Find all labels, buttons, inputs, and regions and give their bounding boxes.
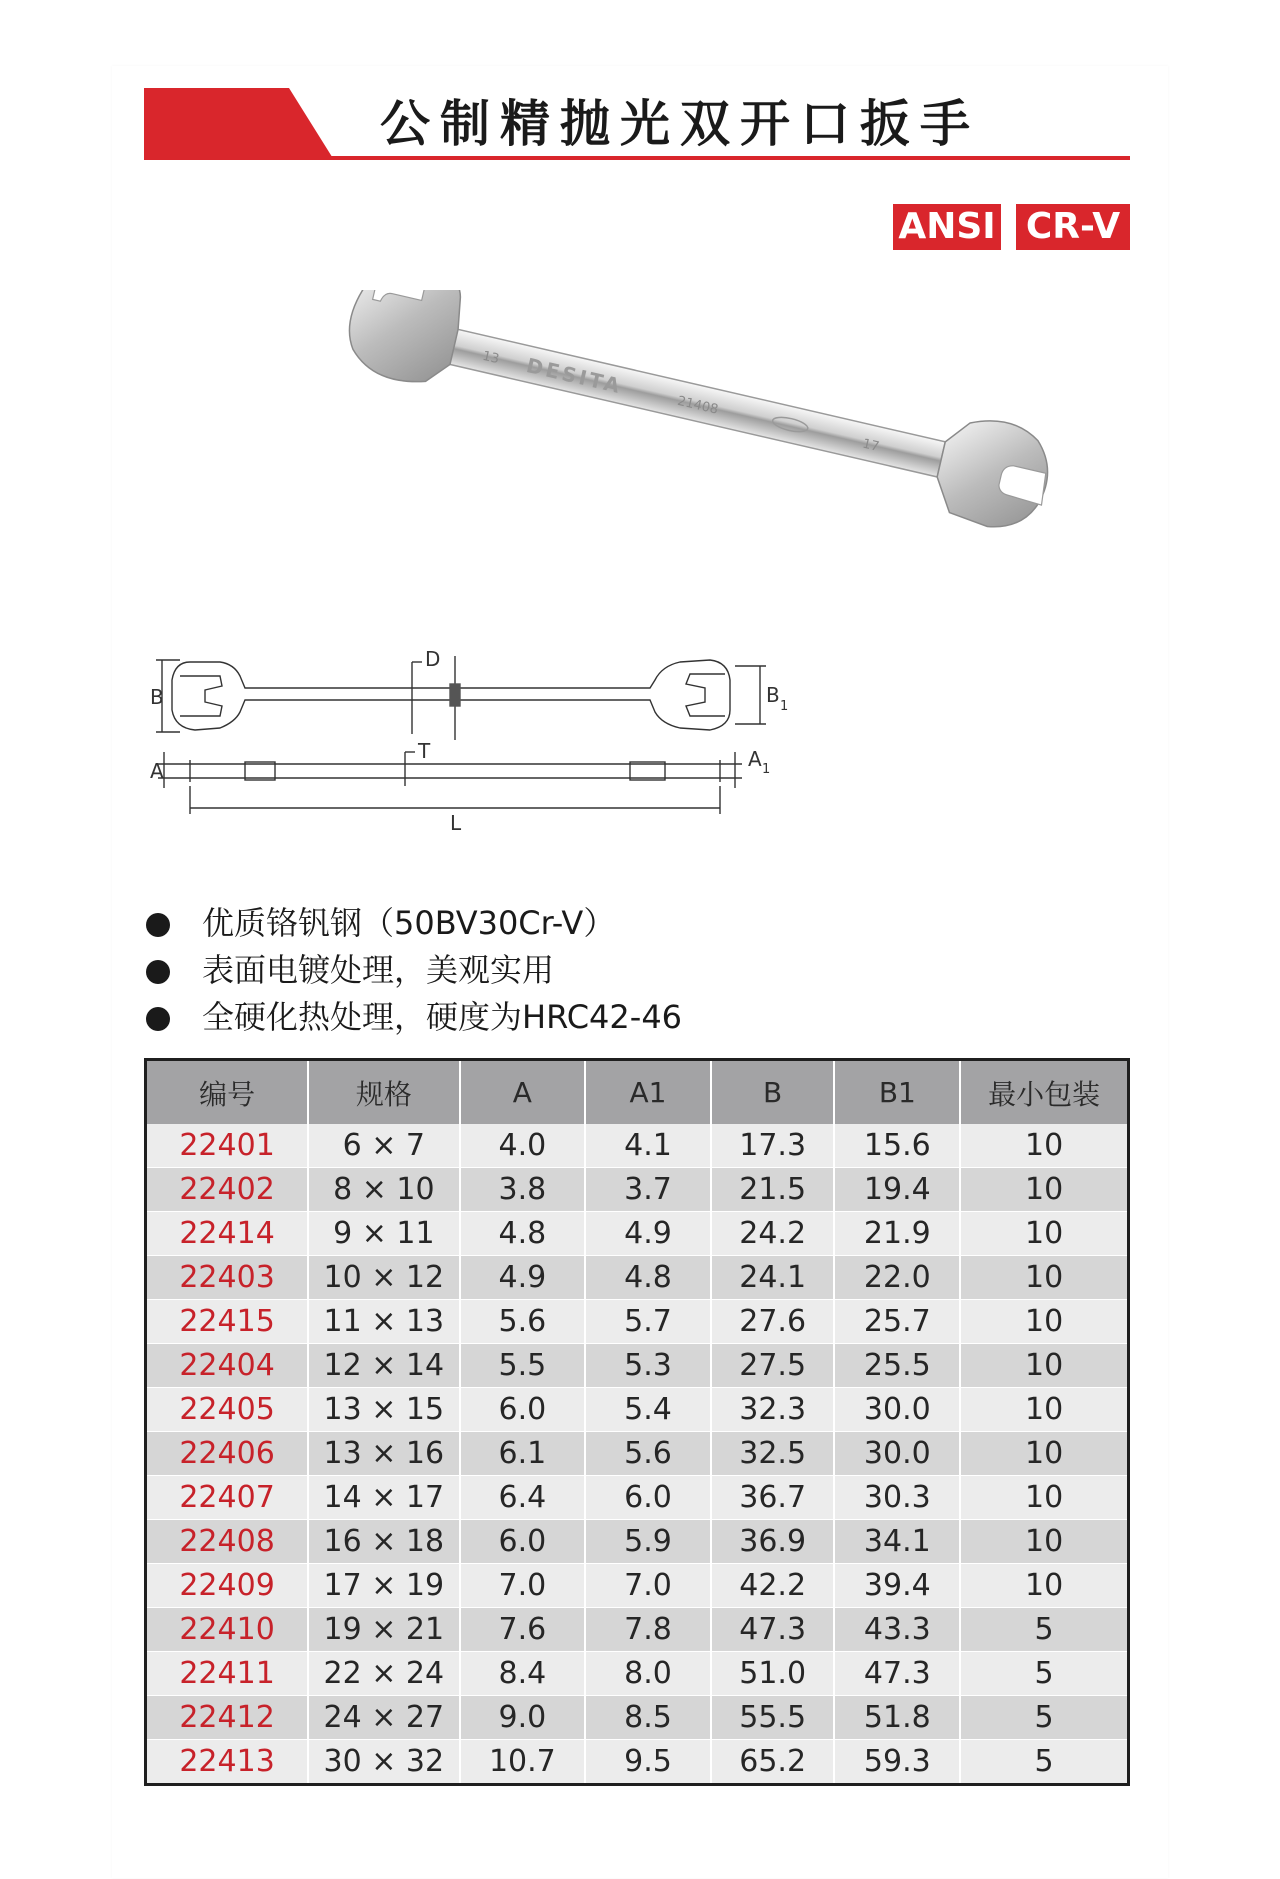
cell-B1: 47.3 bbox=[834, 1652, 960, 1696]
cell-B: 51.0 bbox=[711, 1652, 835, 1696]
header-code: 编号 bbox=[146, 1060, 309, 1125]
cell-spec: 13 × 15 bbox=[308, 1388, 459, 1432]
header-underline bbox=[144, 156, 1130, 160]
cell-code: 22414 bbox=[146, 1212, 309, 1256]
table-row bbox=[146, 1608, 1129, 1652]
header-spec: 规格 bbox=[308, 1060, 459, 1125]
cell-min-pack: 5 bbox=[960, 1652, 1128, 1696]
page-title: 公制精抛光双开口扳手 bbox=[380, 95, 980, 153]
header-min-pack: 最小包装 bbox=[960, 1060, 1128, 1125]
cell-B: 47.3 bbox=[711, 1608, 835, 1652]
cell-B: 36.7 bbox=[711, 1476, 835, 1520]
cell-B1: 21.9 bbox=[834, 1212, 960, 1256]
cell-A: 6.0 bbox=[460, 1520, 586, 1564]
cell-min-pack: 10 bbox=[960, 1300, 1128, 1344]
cell-B1: 22.0 bbox=[834, 1256, 960, 1300]
cell-spec: 9 × 11 bbox=[308, 1212, 459, 1256]
table-row bbox=[146, 1696, 1129, 1740]
label-A: A bbox=[150, 759, 164, 783]
table-row bbox=[146, 1344, 1129, 1388]
cell-A: 4.8 bbox=[460, 1212, 586, 1256]
cell-B: 24.2 bbox=[711, 1212, 835, 1256]
cell-A: 6.4 bbox=[460, 1476, 586, 1520]
header-B: B bbox=[711, 1060, 835, 1125]
cell-B1: 30.0 bbox=[834, 1388, 960, 1432]
spec-table bbox=[144, 1058, 1130, 1786]
cell-B: 27.5 bbox=[711, 1344, 835, 1388]
label-A1: A bbox=[748, 747, 762, 771]
cell-min-pack: 10 bbox=[960, 1388, 1128, 1432]
table-row bbox=[146, 1520, 1129, 1564]
cell-A1: 5.6 bbox=[585, 1432, 711, 1476]
cell-B1: 43.3 bbox=[834, 1608, 960, 1652]
cell-min-pack: 10 bbox=[960, 1564, 1128, 1608]
cell-B: 17.3 bbox=[711, 1124, 835, 1168]
cell-spec: 17 × 19 bbox=[308, 1564, 459, 1608]
label-B: B bbox=[150, 685, 164, 709]
cell-B1: 30.0 bbox=[834, 1432, 960, 1476]
feature-item bbox=[144, 900, 1044, 947]
table-row bbox=[146, 1652, 1129, 1696]
cell-A1: 9.5 bbox=[585, 1740, 711, 1785]
crv-badge: CR-V bbox=[1016, 204, 1130, 250]
feature-item bbox=[144, 994, 1044, 1041]
cell-B: 42.2 bbox=[711, 1564, 835, 1608]
wrench-photo bbox=[300, 290, 1060, 580]
cell-B1: 15.6 bbox=[834, 1124, 960, 1168]
cell-spec: 10 × 12 bbox=[308, 1256, 459, 1300]
table-row bbox=[146, 1212, 1129, 1256]
table-row bbox=[146, 1168, 1129, 1212]
cell-code: 22415 bbox=[146, 1300, 309, 1344]
cell-A1: 4.9 bbox=[585, 1212, 711, 1256]
table-row bbox=[146, 1300, 1129, 1344]
cell-A: 7.6 bbox=[460, 1608, 586, 1652]
cell-min-pack: 10 bbox=[960, 1124, 1128, 1168]
cell-B1: 59.3 bbox=[834, 1740, 960, 1785]
cell-A1: 4.8 bbox=[585, 1256, 711, 1300]
label-L: L bbox=[450, 811, 462, 835]
table-row bbox=[146, 1740, 1129, 1785]
cell-spec: 22 × 24 bbox=[308, 1652, 459, 1696]
cell-A1: 8.5 bbox=[585, 1696, 711, 1740]
feature-text: 优质铬钒钢（50BV30Cr-V） bbox=[202, 904, 616, 942]
cell-A1: 8.0 bbox=[585, 1652, 711, 1696]
table-row bbox=[146, 1124, 1129, 1168]
engraving-17: 17 bbox=[861, 436, 881, 455]
ansi-badge: ANSI bbox=[893, 204, 1001, 250]
label-B1: B bbox=[766, 683, 780, 707]
bullet-icon bbox=[146, 913, 170, 937]
cell-A: 8.4 bbox=[460, 1652, 586, 1696]
engraving-13: 13 bbox=[481, 348, 501, 368]
header-B1: B1 bbox=[834, 1060, 960, 1125]
cell-B: 65.2 bbox=[711, 1740, 835, 1785]
cell-B: 32.3 bbox=[711, 1388, 835, 1432]
cell-A: 5.6 bbox=[460, 1300, 586, 1344]
cell-B: 27.6 bbox=[711, 1300, 835, 1344]
cell-B: 55.5 bbox=[711, 1696, 835, 1740]
cell-A: 6.0 bbox=[460, 1388, 586, 1432]
label-T: T bbox=[418, 739, 431, 763]
cell-min-pack: 5 bbox=[960, 1740, 1128, 1785]
cell-A1: 7.8 bbox=[585, 1608, 711, 1652]
engraving-brand: DESITA bbox=[524, 353, 625, 399]
cell-spec: 19 × 21 bbox=[308, 1608, 459, 1652]
cell-code: 22406 bbox=[146, 1432, 309, 1476]
label-A1-sub: 1 bbox=[762, 762, 771, 777]
cell-code: 22404 bbox=[146, 1344, 309, 1388]
cell-A: 4.0 bbox=[460, 1124, 586, 1168]
cell-A1: 5.7 bbox=[585, 1300, 711, 1344]
cell-A1: 7.0 bbox=[585, 1564, 711, 1608]
cell-A: 5.5 bbox=[460, 1344, 586, 1388]
cell-B: 24.1 bbox=[711, 1256, 835, 1300]
cell-code: 22411 bbox=[146, 1652, 309, 1696]
cell-code: 22409 bbox=[146, 1564, 309, 1608]
cell-min-pack: 5 bbox=[960, 1696, 1128, 1740]
cell-code: 22405 bbox=[146, 1388, 309, 1432]
cell-spec: 6 × 7 bbox=[308, 1124, 459, 1168]
cell-B1: 39.4 bbox=[834, 1564, 960, 1608]
feature-list bbox=[144, 900, 1044, 1041]
table-row bbox=[146, 1256, 1129, 1300]
bullet-icon bbox=[146, 1007, 170, 1031]
cell-spec: 13 × 16 bbox=[308, 1432, 459, 1476]
cell-spec: 30 × 32 bbox=[308, 1740, 459, 1785]
cell-code: 22402 bbox=[146, 1168, 309, 1212]
cell-B1: 25.7 bbox=[834, 1300, 960, 1344]
engraving-code: 21408 bbox=[675, 393, 720, 418]
header-A1: A1 bbox=[585, 1060, 711, 1125]
cell-spec: 24 × 27 bbox=[308, 1696, 459, 1740]
feature-text: 全硬化热处理，硬度为HRC42-46 bbox=[202, 998, 683, 1036]
cell-B1: 51.8 bbox=[834, 1696, 960, 1740]
cell-A1: 3.7 bbox=[585, 1168, 711, 1212]
label-B1-sub: 1 bbox=[780, 699, 789, 714]
feature-text: 表面电镀处理，美观实用 bbox=[202, 951, 555, 989]
cell-A: 3.8 bbox=[460, 1168, 586, 1212]
cell-min-pack: 10 bbox=[960, 1168, 1128, 1212]
cell-spec: 16 × 18 bbox=[308, 1520, 459, 1564]
cell-B: 21.5 bbox=[711, 1168, 835, 1212]
cell-spec: 8 × 10 bbox=[308, 1168, 459, 1212]
bullet-icon bbox=[146, 960, 170, 984]
cell-A: 9.0 bbox=[460, 1696, 586, 1740]
cell-A: 7.0 bbox=[460, 1564, 586, 1608]
cell-spec: 14 × 17 bbox=[308, 1476, 459, 1520]
cell-B1: 25.5 bbox=[834, 1344, 960, 1388]
table-header-row bbox=[146, 1060, 1129, 1125]
cell-min-pack: 10 bbox=[960, 1344, 1128, 1388]
cell-A: 4.9 bbox=[460, 1256, 586, 1300]
cell-A1: 4.1 bbox=[585, 1124, 711, 1168]
cell-B1: 34.1 bbox=[834, 1520, 960, 1564]
cell-code: 22408 bbox=[146, 1520, 309, 1564]
cell-B: 36.9 bbox=[711, 1520, 835, 1564]
cell-B1: 19.4 bbox=[834, 1168, 960, 1212]
cell-min-pack: 10 bbox=[960, 1476, 1128, 1520]
cell-A1: 5.4 bbox=[585, 1388, 711, 1432]
cell-min-pack: 10 bbox=[960, 1432, 1128, 1476]
dimension-diagram bbox=[150, 640, 800, 850]
cell-min-pack: 5 bbox=[960, 1608, 1128, 1652]
cell-A1: 6.0 bbox=[585, 1476, 711, 1520]
table-row bbox=[146, 1476, 1129, 1520]
cell-A: 10.7 bbox=[460, 1740, 586, 1785]
cell-B1: 30.3 bbox=[834, 1476, 960, 1520]
cell-code: 22410 bbox=[146, 1608, 309, 1652]
cell-code: 22401 bbox=[146, 1124, 309, 1168]
cell-code: 22407 bbox=[146, 1476, 309, 1520]
cell-code: 22403 bbox=[146, 1256, 309, 1300]
table-row bbox=[146, 1432, 1129, 1476]
cell-min-pack: 10 bbox=[960, 1520, 1128, 1564]
table-row bbox=[146, 1388, 1129, 1432]
header-A: A bbox=[460, 1060, 586, 1125]
cell-A1: 5.9 bbox=[585, 1520, 711, 1564]
cell-spec: 12 × 14 bbox=[308, 1344, 459, 1388]
cell-min-pack: 10 bbox=[960, 1256, 1128, 1300]
cell-code: 22412 bbox=[146, 1696, 309, 1740]
cell-A: 6.1 bbox=[460, 1432, 586, 1476]
table-row bbox=[146, 1564, 1129, 1608]
cell-A1: 5.3 bbox=[585, 1344, 711, 1388]
cell-code: 22413 bbox=[146, 1740, 309, 1785]
feature-item bbox=[144, 947, 1044, 994]
cell-spec: 11 × 13 bbox=[308, 1300, 459, 1344]
label-D: D bbox=[425, 647, 441, 671]
cell-min-pack: 10 bbox=[960, 1212, 1128, 1256]
cell-B: 32.5 bbox=[711, 1432, 835, 1476]
